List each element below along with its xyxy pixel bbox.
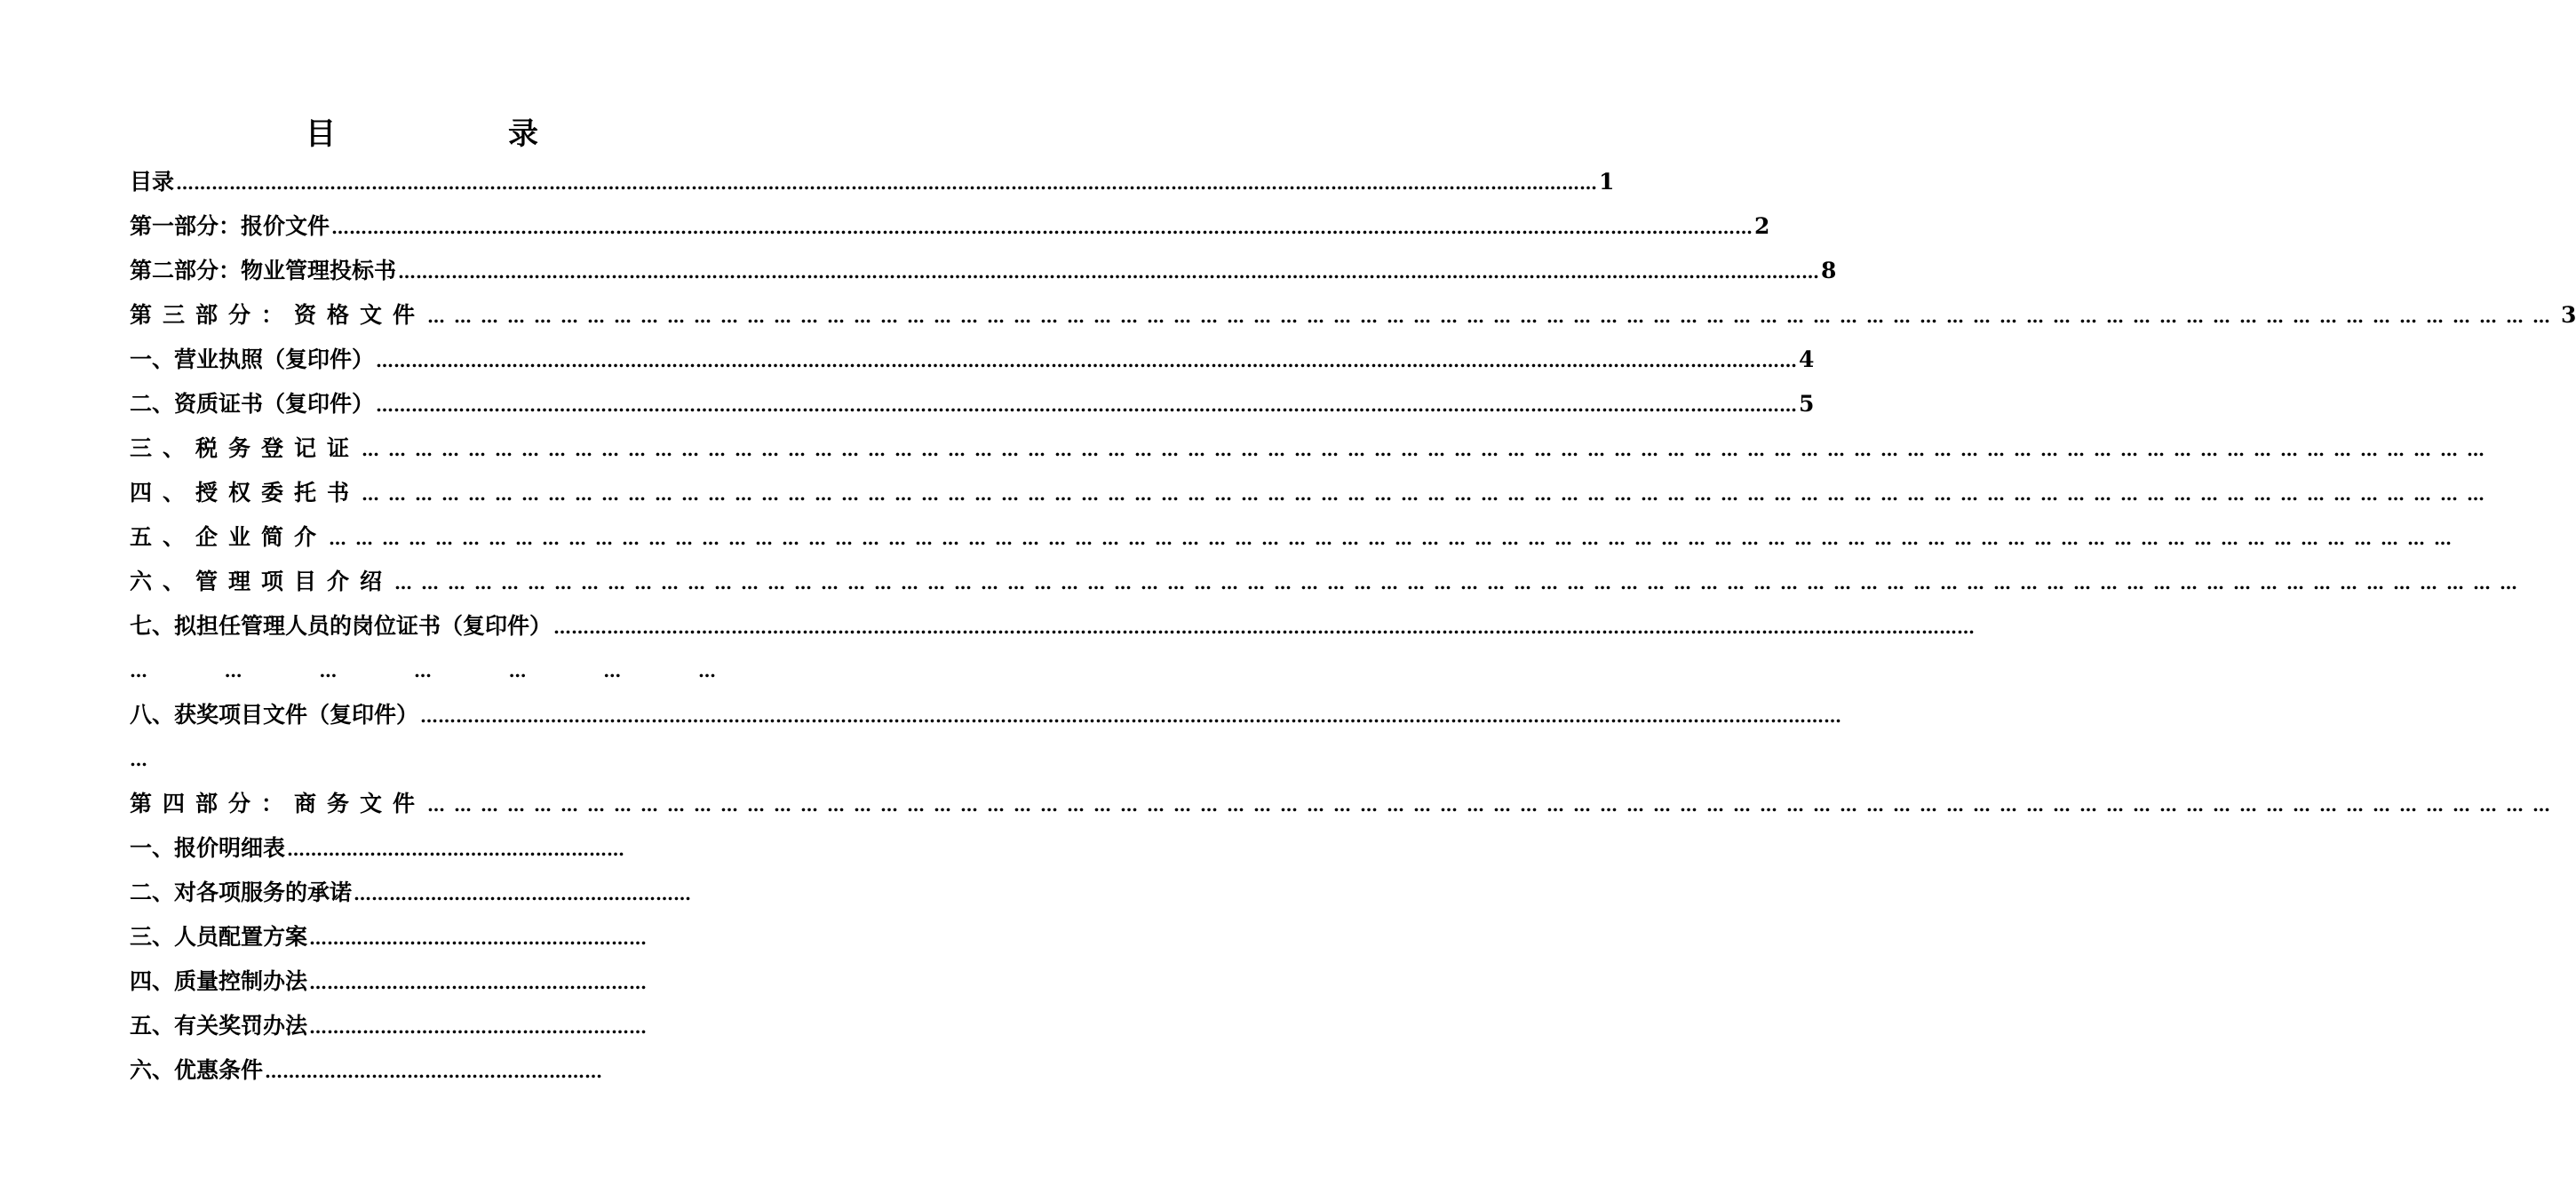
toc-leader-dots: …………………………………………………………………………………………………………………………………………………………………………………………………………………… <box>376 350 1798 371</box>
toc-leader-dots: …………………………………………………………………………………………………………………………………………………………………………………………………………………… <box>176 172 1598 194</box>
toc-entry-label: 二、资质证书（复印件） <box>130 391 375 417</box>
toc-leader-dots: …………………………………………………………………………………………………………………………………………………………………………………………………………………… <box>553 617 1976 638</box>
toc-leader-dots: …………………………………………………………………………………………………………………………………………………………………………………………………………………… <box>376 394 1798 416</box>
toc-entry-label: 三、税务登记证 <box>130 435 361 461</box>
toc-leader-dots: …………………………………………………………………………………………………………………………………………………………………………………………………………………… <box>329 528 2461 549</box>
toc-leader-dots: …………………………………………………………………………………………………………………………………………………………………………………………………………………… <box>427 794 2560 816</box>
toc-leader-dots: … <box>508 660 527 681</box>
toc-entry[interactable] <box>130 338 1815 382</box>
toc-entry-label: 第三部分：资格文件 <box>130 302 426 328</box>
toc-entry-label: 四、质量控制办法 <box>130 968 308 994</box>
toc-entry-label: 一、营业执照（复印件） <box>130 346 375 372</box>
toc-leader-dots: … <box>224 660 242 681</box>
toc-page-number: 4 <box>1799 346 1815 372</box>
toc-entry[interactable] <box>130 959 716 1004</box>
toc-page-number: 8 <box>1821 258 1837 283</box>
toc-entry[interactable] <box>130 649 716 693</box>
toc-page-number: 2 <box>1754 213 1770 239</box>
toc-leader-dots: …………………………………………………………………………………………………………………………………………………………………………………………………………………… <box>362 483 2494 505</box>
toc-leader-dots: … <box>413 660 432 681</box>
toc-leader-dots: … <box>130 749 147 770</box>
toc-entry[interactable] <box>130 826 716 871</box>
toc-leader-dots: ………………………………………………… <box>265 1061 603 1082</box>
toc-page-number: 5 <box>1799 391 1815 417</box>
toc-leader-dots: … <box>130 660 147 681</box>
toc-entry[interactable] <box>130 1004 716 1048</box>
toc-entry[interactable] <box>130 871 716 915</box>
toc-entry[interactable] <box>130 1048 716 1093</box>
toc-entry[interactable] <box>130 693 1842 737</box>
toc-entry-label: 三、人员配置方案 <box>130 924 308 950</box>
toc-entry[interactable] <box>130 604 1976 649</box>
toc-entry-label: 四、授权委托书 <box>130 480 361 505</box>
toc-entry[interactable] <box>130 204 1770 249</box>
toc-page-number: 1 <box>1599 169 1615 195</box>
toc-entry[interactable] <box>130 737 716 782</box>
toc-leader-dots: … <box>603 660 622 681</box>
toc-leader-dots: …………………………………………………………………………………………………………………………………………………………………………………………………………………… <box>398 261 1820 283</box>
toc-entry[interactable] <box>130 426 2494 471</box>
toc-entry[interactable] <box>130 471 2494 515</box>
toc-leader-dots: ………………………………………………… <box>309 1016 648 1038</box>
toc-leader-dots: … <box>319 660 338 681</box>
toc-entry-label: 五、企业简介 <box>130 524 328 550</box>
toc-entry-label: 六、优惠条件 <box>130 1057 264 1083</box>
toc-entry-label: 二、对各项服务的承诺 <box>130 880 353 905</box>
toc-leader-dots: …………………………………………………………………………………………………………………………………………………………………………………………………………………… <box>427 306 2560 327</box>
toc-entry[interactable] <box>130 782 2560 826</box>
toc-entry[interactable] <box>130 249 1837 293</box>
toc-entry[interactable] <box>130 915 716 959</box>
toc-entry-label: 六、管理项目介绍 <box>130 569 394 594</box>
toc-leader-dots: … <box>697 660 716 681</box>
toc-entry-label: 七、拟担任管理人员的岗位证书（复印件） <box>130 613 553 639</box>
toc-leader-dots: …………………………………………………………………………………………………………………………………………………………………………………………………………………… <box>420 705 1842 727</box>
toc-entry-label: 一、报价明细表 <box>130 835 286 861</box>
toc-page-number: 3 <box>2561 302 2576 328</box>
toc-leader-dots: ………………………………………………… <box>309 972 648 993</box>
toc-leader-dots: ………………………………………………… <box>354 883 692 904</box>
toc-entry[interactable] <box>130 160 1615 204</box>
toc-entry-label: 目录 <box>130 169 175 195</box>
toc-entry-label: 第一部分：报价文件 <box>130 213 330 239</box>
toc-entry-label: 第四部分：商务文件 <box>130 791 426 816</box>
toc-leader-dots: …………………………………………………………………………………………………………………………………………………………………………………………………………………… <box>394 572 2527 593</box>
toc-leader-dots: …………………………………………………………………………………………………………………………………………………………………………………………………………………… <box>362 439 2494 460</box>
toc-entry[interactable] <box>130 515 2461 560</box>
toc-entry-label: 第二部分：物业管理投标书 <box>130 258 397 283</box>
toc-leader-dots: ………………………………………………… <box>309 927 648 949</box>
toc-entry[interactable] <box>130 560 2527 604</box>
page-title: 目 录 <box>306 116 609 152</box>
toc-entry[interactable] <box>130 293 2576 338</box>
toc-entry-label: 八、获奖项目文件（复印件） <box>130 702 419 728</box>
toc-leader-dots: …………………………………………………………………………………………………………………………………………………………………………………………………………………… <box>331 217 1753 238</box>
toc-entry[interactable] <box>130 382 1815 426</box>
toc-entry-label: 五、有关奖罚办法 <box>130 1013 308 1039</box>
toc-leader-dots: ………………………………………………… <box>287 839 625 860</box>
table-of-contents <box>130 160 2576 1093</box>
